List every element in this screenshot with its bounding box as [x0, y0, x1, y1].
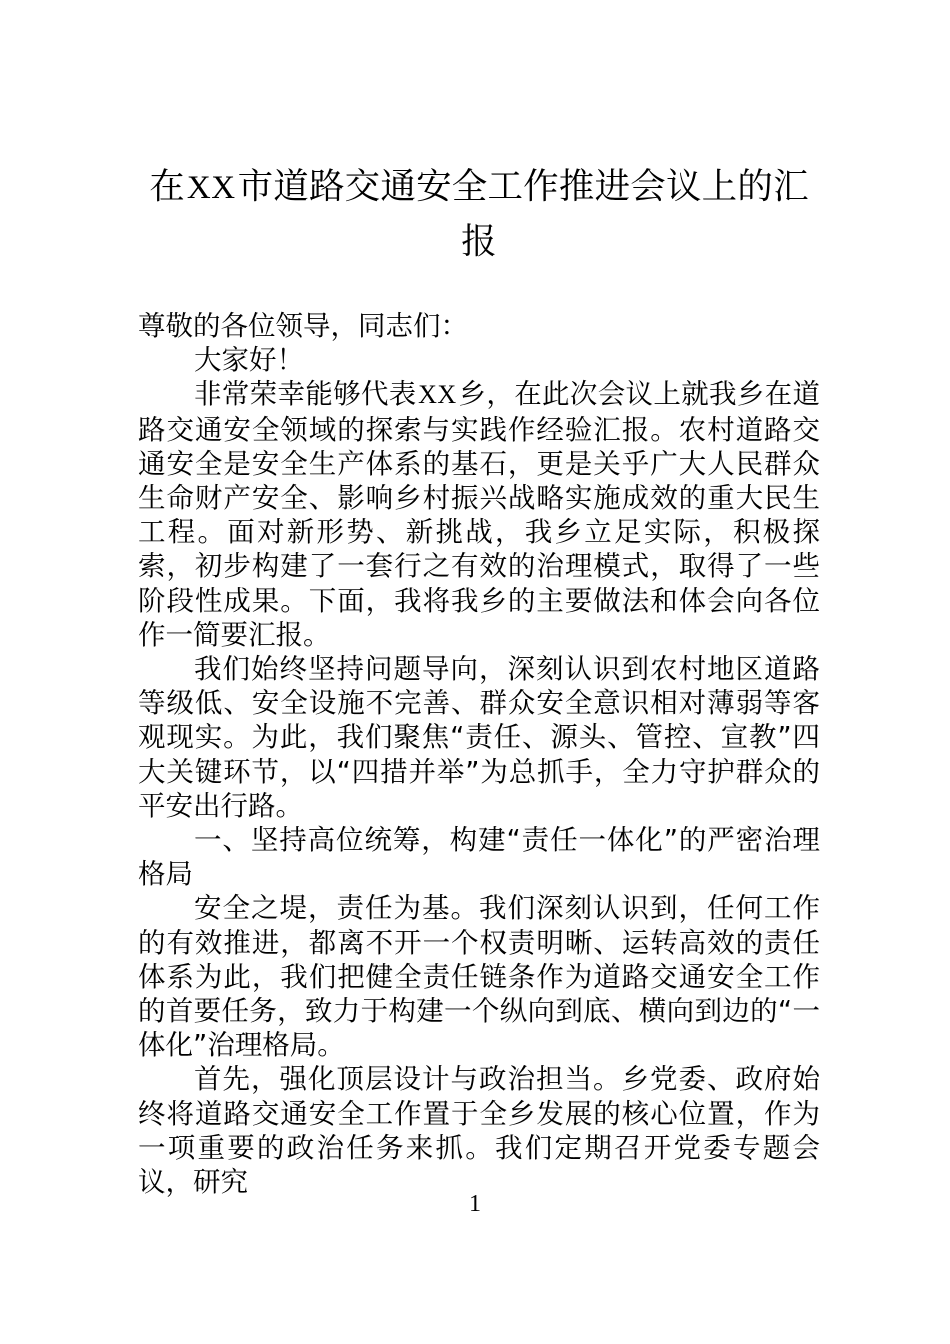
- heading-one: 一、坚持高位统筹，构建“责任一体化”的严密治理格局: [138, 824, 820, 891]
- para-toplevel-design: 首先，强化顶层设计与政治担当。乡党委、政府始终将道路交通安全工作置于全乡发展的核心位置，作为一项重要的政治任务来抓。我们定期召开党委专题会议，研究: [138, 1063, 820, 1199]
- para-intro: 非常荣幸能够代表XX乡，在此次会议上就我乡在道路交通安全领域的探索与实践作经验汇报。农村道路交通安全是安全生产体系的基石，更是关乎广大人民群众生命财产安全、影响乡村振兴战略实施成效的重大民生工程。面对新形势、新挑战，我乡立足实际，积极探索，初步构建了一套行之有效的治理模式，取得了一些阶段性成果。下面，我将我乡的主要做法和体会向各位作一简要汇报。: [138, 378, 821, 651]
- document-title: 在XX市道路交通安全工作推进会议上的汇报: [149, 166, 809, 262]
- latin-run: XX: [418, 380, 457, 410]
- page-number: 1: [469, 1191, 481, 1217]
- greeting-line: 大家好！: [194, 344, 304, 377]
- document-content: [138, 160, 820, 1199]
- latin-run: XX: [186, 170, 236, 206]
- para-responsibility: 安全之堤，责任为基。我们深刻认识到，任何工作的有效推进，都离不开一个权责明晰、运转高效的责任体系为此，我们把健全责任链条作为道路交通安全工作的首要任务，致力于构建一个纵向到底、横向到边的“一体化”治理格局。: [138, 892, 820, 1062]
- para-problem: 我们始终坚持问题导向，深刻认识到农村地区道路等级低、安全设施不完善、群众安全意识相对薄弱等客观现实。为此，我们聚焦“责任、源头、管控、宣教”四大关键环节，以“四措并举”为总抓手，全力守护群众的平安出行路。: [138, 653, 820, 822]
- document-body: [138, 309, 820, 1199]
- paragraph-list: [138, 377, 820, 1199]
- salutation-line: 尊敬的各位领导，同志们：: [138, 310, 468, 342]
